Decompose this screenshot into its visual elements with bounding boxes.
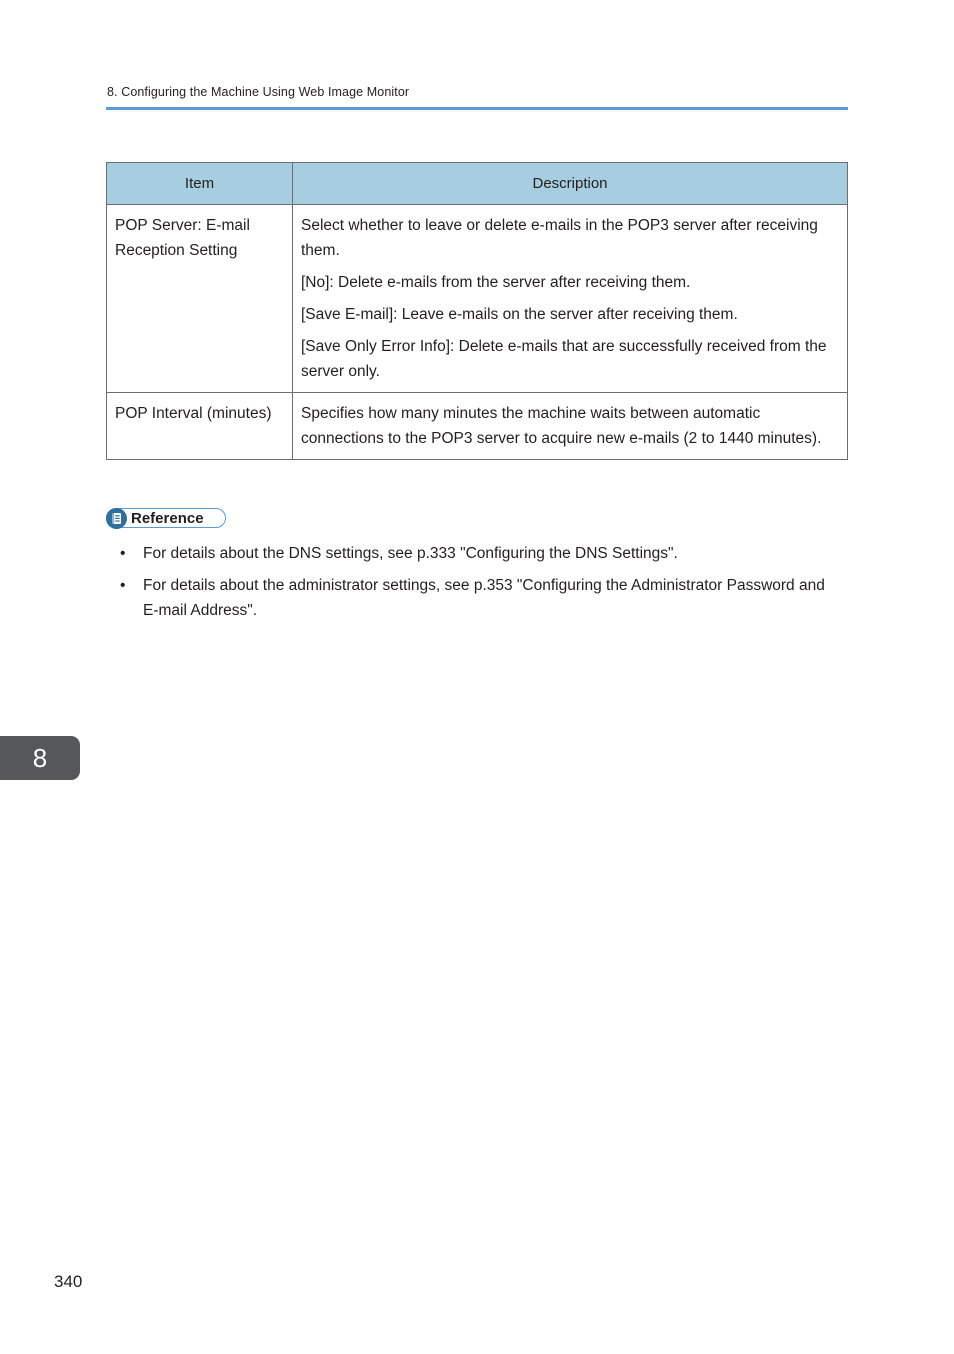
column-header-description: Description bbox=[293, 163, 848, 205]
chapter-tab: 8 bbox=[0, 736, 80, 780]
description-paragraph: [Save E-mail]: Leave e-mails on the server after receiving them. bbox=[301, 306, 738, 323]
table-row bbox=[107, 205, 848, 393]
reference-label: Reference bbox=[131, 509, 204, 527]
description-paragraph: Select whether to leave or delete e-mails in the POP3 server after receiving them. bbox=[301, 217, 818, 259]
table-cell-description bbox=[293, 393, 848, 460]
table-cell-item: POP Server: E-mail Reception Setting bbox=[107, 205, 293, 393]
bullet-icon: • bbox=[120, 577, 126, 594]
description-paragraph: [No]: Delete e-mails from the server after receiving them. bbox=[301, 274, 691, 291]
reference-item-text: For details about the DNS settings, see p.333 "Configuring the DNS Settings". bbox=[143, 545, 678, 562]
header-rule bbox=[106, 107, 848, 110]
page-number: 340 bbox=[54, 1272, 83, 1291]
list-item bbox=[118, 573, 828, 623]
column-header-item: Item bbox=[107, 163, 293, 205]
settings-table bbox=[106, 162, 848, 460]
table-row bbox=[107, 393, 848, 460]
reference-item-text: For details about the administrator settings, see p.353 "Configuring the Administrator Password and E-mail Address". bbox=[143, 577, 825, 619]
reference-book-icon bbox=[106, 508, 127, 529]
bullet-icon: • bbox=[120, 545, 126, 562]
table-cell-description bbox=[293, 205, 848, 393]
table-header-row bbox=[107, 163, 848, 205]
reference-list bbox=[118, 541, 828, 630]
running-header-title: 8. Configuring the Machine Using Web Image Monitor bbox=[107, 85, 410, 99]
reference-badge bbox=[106, 508, 226, 528]
list-item bbox=[118, 541, 828, 566]
description-paragraph: [Save Only Error Info]: Delete e-mails that are successfully received from the server only. bbox=[301, 338, 827, 380]
table-cell-item: POP Interval (minutes) bbox=[107, 393, 293, 460]
description-paragraph: Specifies how many minutes the machine waits between automatic connections to the POP3 server to acquire new e-mails (2 to 1440 minutes). bbox=[301, 405, 822, 447]
